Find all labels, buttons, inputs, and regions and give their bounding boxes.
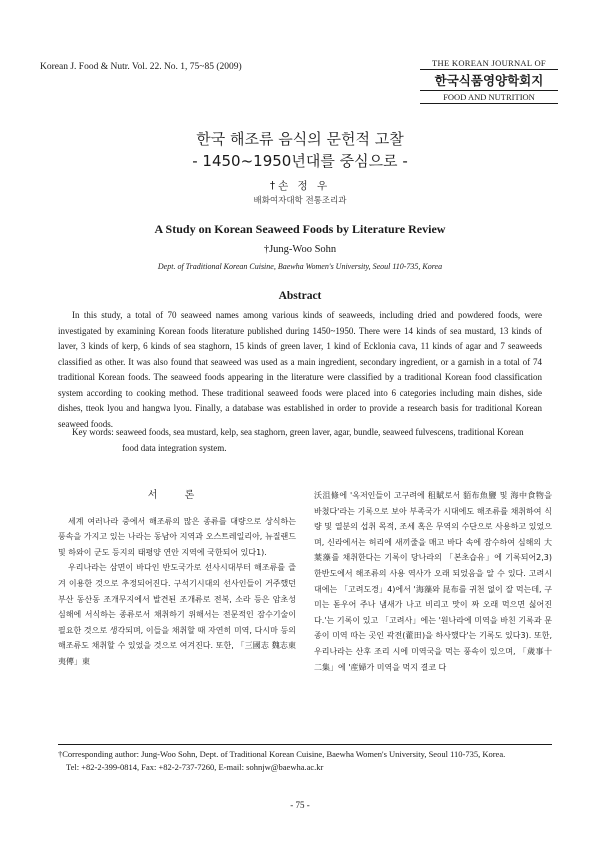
- author-english: †Jung-Woo Sohn: [263, 244, 337, 255]
- body-paragraph: 세계 여러나라 중에서 해조류의 많은 종류를 대량으로 상식하는 풍속을 가지고 있는 나라는 동남아 지역과 오스트레일리아, 뉴질랜드 및 하와이 군도 등지의 태평양 연안 지역에 국한되어 있다1).: [58, 516, 296, 557]
- footnote-divider: [58, 744, 552, 745]
- korean-title: [0, 128, 600, 172]
- footnote-corresponding-author: †Corresponding author: Jung-Woo Sohn, Dept. of Traditional Korean Cuisine, Baewha Women's University, Seoul 110-735, Korea.: [58, 749, 506, 759]
- footnote: [58, 748, 552, 774]
- section-heading-introduction: 서 론: [147, 490, 207, 501]
- journal-logo-korean: 한국식품영양학회지: [434, 73, 544, 88]
- footnote-contact: Tel: +82-2-399-0814, Fax: +82-2-737-7260, E-mail: sohnjw@baewha.ac.kr: [66, 762, 324, 772]
- body-left-column: [58, 488, 296, 670]
- korean-title-line1: 한국 해조류 음식의 문헌적 고찰: [196, 130, 404, 148]
- body-right-column: [314, 488, 552, 675]
- affiliation-english: Dept. of Traditional Korean Cuisine, Baewha Women's University, Seoul 110-735, Korea: [157, 262, 443, 271]
- abstract-heading: Abstract: [278, 290, 322, 302]
- abstract-body: [58, 308, 542, 432]
- affiliation-korean: 배화여자대학 전통조리과: [253, 196, 347, 206]
- english-title: A Study on Korean Seaweed Foods by Literature Review: [154, 222, 446, 236]
- journal-logo-english-top: THE KOREAN JOURNAL OF: [420, 58, 558, 70]
- keywords: Key words: seaweed foods, sea mustard, kelp, sea staghorn, green laver, agar, bundle, seaweed fulvescens, traditional Korean food data integration system.: [72, 427, 524, 453]
- abstract-text: In this study, a total of 70 seaweed names among various kinds of seaweeds, including dried and powdered foods, were investigated by examining Korean foods literature published during 1450~1950. There were 14 kinds of sea mustard, 13 kinds of laver, 3 kinds of kerp, 6 kinds of sea staghorn, 15 kinds of green laver, 1 kind of Ecklonia cava, 11 kinds of agar and 7 seaweeds classified as other. It was also found that seaweed was used as a main ingredient, secondary ingredient, or a garnish in a total of 74 traditional Korean foods. The seaweed foods appearing in the literature were classified by a traditional Korean food classification system according to cooking method. These traditional seaweed foods were placed into 6 categories including main dishes, side dishes, tteok lyou and hangwa lyou. Finally, a database was established in order to provide a research basis for traditional Korean seaweed foods.: [58, 310, 542, 429]
- page-number: - 75 -: [290, 800, 310, 810]
- journal-logo: [420, 58, 558, 104]
- body-paragraph: 沃沮條에 '옥저인들이 고구려에 租賦로서 貊布魚鹽 및 海中食物을 바쳤다'라는 기록으로 보아 부족국가 시대에도 해조류를 채취하여 식량 및 열분의 섭취 목적, 조세 혹은 무역의 수단으로 사용하고 있었으며, 신라에서는 허리에 새끼줄을 매고 바다 속에 잠수하여 심해의 大葉藻를 채취한다는 기록이 당나라의 「본초습유」에 기록되어2,3) 한반도에서 해조류의 사용 역사가 오래 되었음을 알 수 있다. 고려시대에는 「고려도경」4)에서 '海藻와 昆布를 귀천 없이 잘 먹는데, 구미는 돋우어 주나 냄새가 나고 비리고 맛이 짜 오래 먹으면 싫어진다.'는 기록이 있고 「고려사」에는 '원나라에 미역을 바친 기록과 문종이 미역 따는 곳인 곽전(藿田)을 하사했다'는 기록도 있다3). 또한, 우리나라는 산후 조리 시에 미역국을 먹는 풍속이 있으며, 「歲事十二集」에 '産婦가 미역을 먹지 결코 다: [314, 491, 552, 672]
- author-korean: †손 정 우: [269, 180, 331, 192]
- journal-logo-english-bottom: FOOD AND NUTRITION: [420, 90, 558, 104]
- journal-citation: Korean J. Food & Nutr. Vol. 22. No. 1, 75~85 (2009): [40, 62, 242, 72]
- body-paragraph: 우리나라는 삼면이 바다인 반도국가로 선사시대부터 해조류를 즐겨 이용한 것으로 추정되어진다. 구석기시대의 선사인들이 거주했던 부산 동산동 조개무지에서 발견된 조개류로 전복, 소라 등은 암초성 심해에 서식하는 종류로서 채취하기 위해서는 전문적인 잠수기술이 필요한 것으로 생각되며, 이들을 채취할 때 자연히 미역, 다시마 등의 해조류도 채취할 수 있었을 것으로 여겨진다. 또한, 「三國志 魏志東夷傳」東: [58, 563, 296, 666]
- korean-title-line2: - 1450~1950년대를 중심으로 -: [192, 152, 408, 170]
